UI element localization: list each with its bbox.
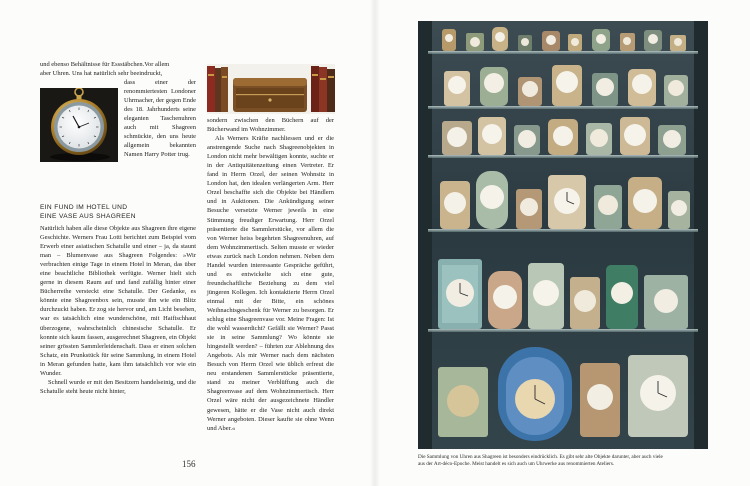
heading-line: EIN FUND IM HOTEL UND [40, 204, 128, 211]
photo-caption [418, 454, 708, 468]
paragraph: sondern zwischen den Büchern auf der Bücherwand im Wohnzimmer. [207, 117, 334, 134]
column-2-text [207, 116, 334, 433]
paragraph: Natürlich haben alle diese Objekte aus Shagreen ihre eigene Geschichte. Werners Frau Lotti berichtet zum Beispiel vom Erwerb einer asiatischen Schatulle und einer – ja, da staunt man – Blumenvase aus Shagreen Folgendes: »Wir verbrachten einige Tage in einem Hotel in Meran, das über eine beachtliche Bibliothek verfügte. Werner hielt sich gerne in diesem Raum auf und fand zufällig hinter einer Bücherreihe versteckt eine Schatulle. Der Gedanke, es könnte eine Shagreenbox sein, musste ihn wie ein Blitz durchzuckt haben. Er zog sie hervor und, am Licht besehen, war es tatsächlich eine wunderschöne, mit Haifischhaut überzogene, wahrscheinlich chinesische Schatulle. Er konnte sich kaum fassen, ausgerechnet Shagreen, ein Objekt seiner grössten Sammlerleidenschaft. Dass er einen solchen Schatz, ein Prunkstück für seine Sammlung, in einem Hotel in Meran gefunden hatte, kam ihm tatsächlich vor wie ein Wunder. [40, 225, 196, 377]
section-heading [40, 203, 196, 221]
intro-line: aber Uhren. Uns hat natürlich sehr beeindruckt, [40, 70, 163, 78]
books-box-photo [207, 64, 335, 114]
paragraph: Als Werners Kräfte nachliessen und er die anstrengende Suche nach Shagreenobjekten in London nicht mehr bewältigen konnte, suchte er in der Antiquitätenzeitung einen Vertreter. Er fand in Herrn Orzel, der seinen Wohnsitz in London hat, den idealen verlängerten Arm. Herr Orzel beschaffte sich die Objekte bei Händlern und in Auktionen. Die Ankündigung seiner Besuche versetzte Werner jeweils in eine Stimmung freudiger Erwartung. Herr Orzel präsentierte die Sammlerstücke, vor allem die von Werner heiss begehrten Shagreenuhren, auf dem Wohnzimmertisch. Selten musste er wieder etwas zurück nach London nehmen. Neben dem Handel wurden interessante Gespräche geführt, und es entwickelte sich eine gute, freundschaftliche Beziehung zu dem viel jüngeren Kollegen. Ich kontaktierte Herrn Orzel einmal mit der Bitte, ein schönes Weihnachtsgeschenk für Werner zu besorgen. Er schlug eine Shagreenvase vor. Meine Fragen: Ist die wohl wasserdicht? Gefällt sie Werner? Passt sie in seine Sammlung? Wo könnte sie hingestellt werden? – führten zur Ablehnung des Angebots. Als mir Werner nach dem nächsten Besuch von Herrn Orzel wie üblich erfreut die neu erstandenen Sammlerstücke präsentierte, stand zu meiner Verblüffung auch die Shagreenvase auf dem Wohnzimmertisch. Herr Orzel wäre nicht der ausgezeichnete Händler gewesen, hätte er die Vase nicht auch direkt Werner angeboten. Dieser kaufte sie ohne Wenn und Aber.« [207, 135, 334, 432]
caption-line: aus der Art-déco-Epoche. Meist handelt es sich auch um Uhrwerke aus renommierten Ateliers. [418, 461, 615, 468]
wrap-text: dass einer der renommiertesten Londoner Uhrmacher, der gegen Ende des 18. Jahrhunderts seine eleganten Taschenuhren auch mit Shagreen schmückte, den uns heute allgemein bekannten Namen Harry Potter trug. [124, 79, 196, 159]
clock-cabinet-photo [418, 21, 708, 449]
intro-text [40, 60, 196, 78]
column-1-text [40, 224, 196, 396]
intro-line: und ebenso Behältnisse für Essstäbchen.Vor allem [40, 61, 170, 68]
heading-line: EINE VASE AUS SHAGREEN [40, 213, 136, 220]
caption-line: Die Sammlung von Uhren aus Shagreen ist besonders eindrücklich. Es gibt sehr alte Objekte darunter, aber auch viele [418, 454, 663, 460]
book-gutter [370, 0, 380, 486]
pocket-watch-photo [40, 88, 118, 162]
paragraph: Schnell wurde er mit den Besitzern handelseinig, und die Schatulle steht heute nicht hinter, [40, 378, 196, 395]
page-number: 156 [182, 459, 196, 469]
